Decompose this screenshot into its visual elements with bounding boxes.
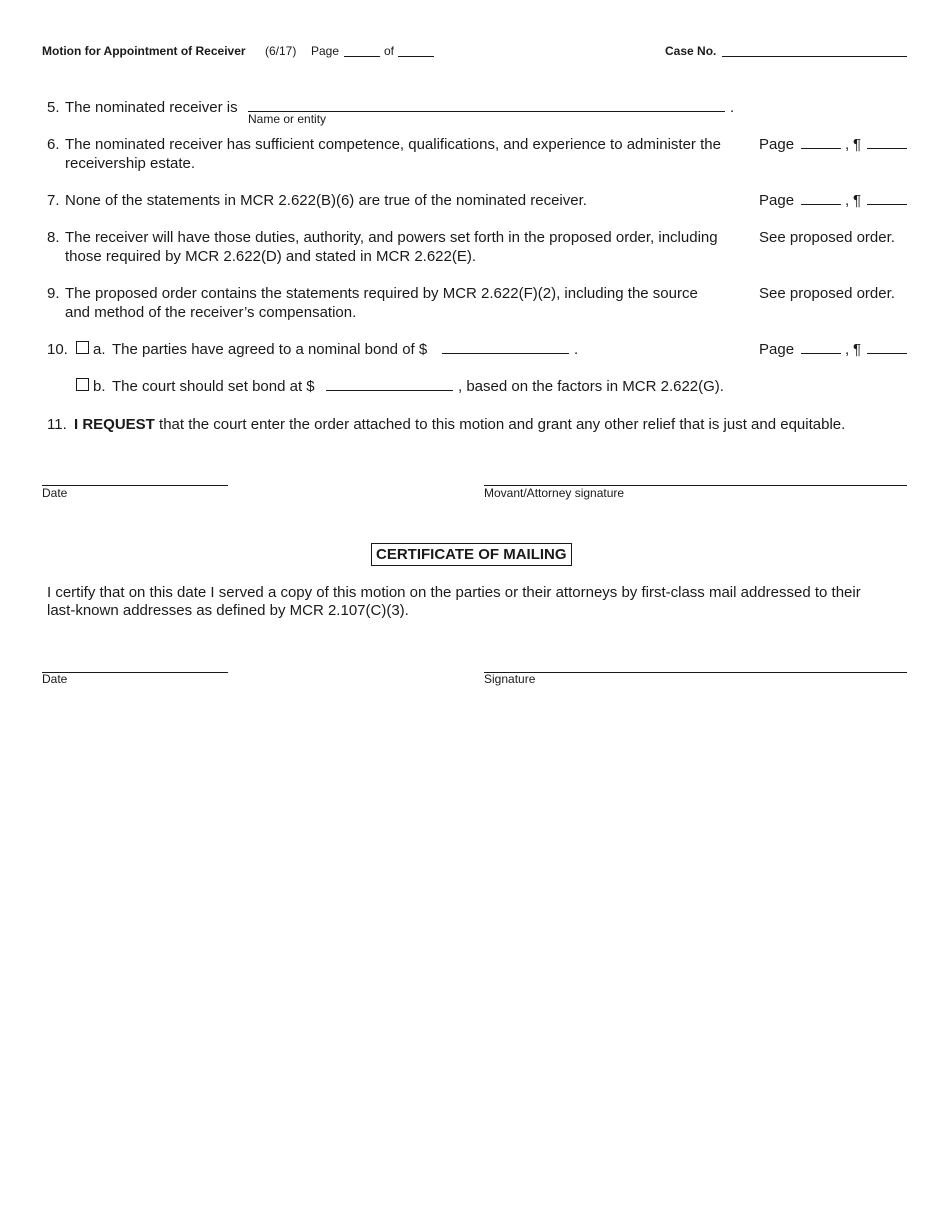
option-b-label: b.: [93, 378, 106, 395]
item-number: 11.: [47, 416, 67, 433]
see-proposed-order: See proposed order.: [759, 285, 895, 302]
ref-comma: ,: [845, 136, 850, 153]
certificate-title: CERTIFICATE OF MAILING: [371, 543, 572, 566]
item-number: 5.: [47, 99, 60, 116]
ref-page-label: Page: [759, 192, 795, 209]
form-title: Motion for Appointment of Receiver: [42, 44, 246, 58]
case-no-field[interactable]: [722, 56, 907, 57]
of-label: of: [384, 44, 395, 58]
item-text: The nominated receiver is: [65, 99, 238, 116]
item-number: 8.: [47, 229, 60, 246]
option-a-period: .: [574, 341, 579, 358]
option-b-text: The court should set bond at $: [112, 378, 315, 395]
item-text-line1: The receiver will have those duties, authority, and powers set forth in the proposed order, including: [65, 229, 718, 246]
signature-caption: Movant/Attorney signature: [484, 486, 625, 500]
option-a-text: The parties have agreed to a nominal bond of $: [112, 341, 428, 358]
ref-comma: ,: [845, 341, 850, 358]
date-caption: Date: [42, 672, 68, 686]
ref-paragraph-field[interactable]: [867, 148, 907, 149]
item-number: 9.: [47, 285, 60, 302]
ref-page-field[interactable]: [801, 148, 841, 149]
item-text-line1: The proposed order contains the statements required by MCR 2.622(F)(2), including the source: [65, 285, 698, 302]
form-version: (6/17): [265, 44, 297, 58]
certificate-text-line2: last-known addresses as defined by MCR 2.107(C)(3).: [47, 602, 409, 619]
item-text-line2: and method of the receiver’s compensation.: [65, 304, 357, 321]
item-number: 10.: [47, 341, 68, 358]
item-text: None of the statements in MCR 2.622(B)(6) are true of the nominated receiver.: [65, 192, 587, 209]
item-period: .: [730, 99, 735, 116]
court-bond-checkbox[interactable]: [76, 378, 89, 391]
nominal-bond-amount-field[interactable]: [442, 353, 569, 354]
signature-field[interactable]: [484, 672, 907, 673]
ref-paragraph-field[interactable]: [867, 204, 907, 205]
item-text-line2: receivership estate.: [65, 155, 196, 172]
signature-caption: Signature: [484, 672, 536, 686]
ref-page-field[interactable]: [801, 204, 841, 205]
ref-page-label: Page: [759, 341, 795, 358]
item-number: 6.: [47, 136, 60, 153]
ref-comma: ,: [845, 192, 850, 209]
option-b-suffix: , based on the factors in MCR 2.622(G).: [458, 378, 724, 395]
ref-page-label: Page: [759, 136, 795, 153]
ref-paragraph-sign: ¶: [853, 192, 862, 209]
case-no-label: Case No.: [665, 44, 717, 58]
page-number-field[interactable]: [344, 56, 380, 57]
request-bold: I REQUEST: [74, 416, 155, 433]
item-text-line2: those required by MCR 2.622(D) and stated in MCR 2.622(E).: [65, 248, 477, 265]
page-label: Page: [311, 44, 340, 58]
ref-page-field[interactable]: [801, 353, 841, 354]
option-a-label: a.: [93, 341, 106, 358]
ref-paragraph-sign: ¶: [853, 341, 862, 358]
request-text: that the court enter the order attached to this motion and grant any other relief that is just and equitable.: [159, 416, 846, 433]
date-caption: Date: [42, 486, 68, 500]
nominal-bond-checkbox[interactable]: [76, 341, 89, 354]
page-total-field[interactable]: [398, 56, 434, 57]
ref-paragraph-field[interactable]: [867, 353, 907, 354]
see-proposed-order: See proposed order.: [759, 229, 895, 246]
certificate-text-line1: I certify that on this date I served a copy of this motion on the parties or their attorneys by first-class mail addressed to their: [47, 584, 861, 601]
date-field[interactable]: [42, 672, 228, 673]
date-field[interactable]: [42, 485, 228, 486]
ref-paragraph-sign: ¶: [853, 136, 862, 153]
item-text: [74, 415, 845, 434]
item-text-line1: The nominated receiver has sufficient competence, qualifications, and experience to administer the: [65, 136, 721, 153]
item-number: 7.: [47, 192, 60, 209]
field-caption: Name or entity: [248, 112, 327, 126]
court-bond-amount-field[interactable]: [326, 390, 453, 391]
